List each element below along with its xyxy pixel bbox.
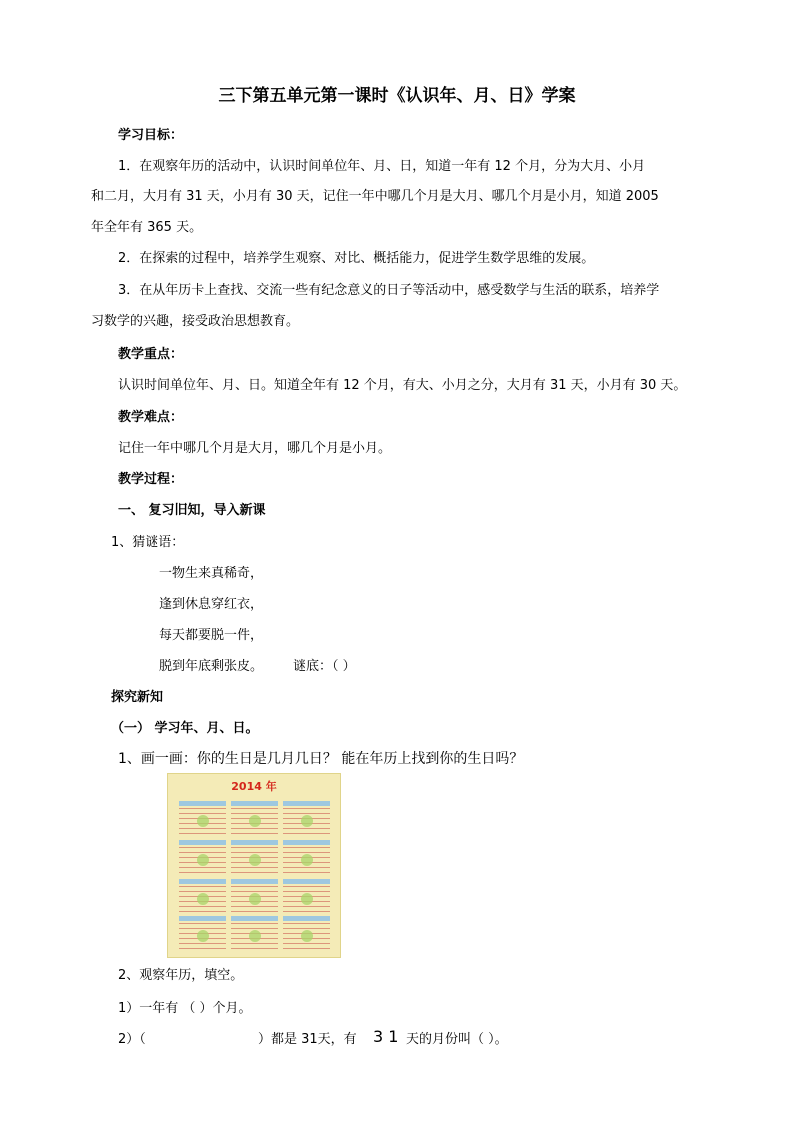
calendar-month-block xyxy=(283,916,330,950)
riddle-answer: 谜底：（ ） xyxy=(293,659,356,674)
calendar-month-numeral-mark xyxy=(197,815,209,827)
calendar-month-block xyxy=(283,879,330,913)
calendar-month-numeral-mark xyxy=(249,854,261,866)
question-1: 1）一年有 （ ）个月。 xyxy=(118,1001,252,1016)
section-1-heading: 一、 复习旧知，导入新课 xyxy=(118,503,266,518)
process-heading: 教学过程： xyxy=(118,472,184,487)
question-2-middle: ）都是 31天，有 xyxy=(258,1032,357,1047)
riddle-label: 1、猜谜语： xyxy=(111,535,185,550)
riddle-line-4: 脱到年底剩张皮。 xyxy=(159,659,264,674)
key-points-heading: 教学重点： xyxy=(118,347,184,362)
explore-heading: 探究新知 xyxy=(111,690,164,705)
page-title: 三下第五单元第一课时《认识年、月、日》学案 xyxy=(218,86,576,106)
calendar-month-block xyxy=(283,840,330,874)
calendar-month-block xyxy=(179,916,226,950)
riddle-line-3: 每天都要脱一件， xyxy=(159,628,264,643)
calendar-month-block xyxy=(231,840,278,874)
calendar-month-block xyxy=(231,879,278,913)
calendar-month-header xyxy=(231,879,278,884)
calendar-month-numeral-mark xyxy=(249,930,261,942)
calendar-month-block xyxy=(179,801,226,835)
calendar-month-header xyxy=(283,916,330,921)
difficulty-text: 记住一年中哪几个月是大月，哪几个月是小月。 xyxy=(118,441,392,456)
calendar-title: 2014 年 xyxy=(231,780,277,793)
calendar-month-numeral-mark xyxy=(301,815,313,827)
objectives-heading: 学习目标： xyxy=(118,128,184,143)
calendar-month-block xyxy=(231,916,278,950)
calendar-month-header xyxy=(179,840,226,845)
calendar-month-numeral-mark xyxy=(301,854,313,866)
calendar-month-numeral-mark xyxy=(249,893,261,905)
riddle-line-1: 一物生来真稀奇， xyxy=(159,566,264,581)
objective-2: 2．在探索的过程中，培养学生观察、对比、概括能力，促进学生数学思维的发展。 xyxy=(118,251,595,266)
objective-3-line-2: 习数学的兴趣，接受政治思想教育。 xyxy=(91,314,300,329)
calendar-month-header xyxy=(283,840,330,845)
objective-1-line-1: 1．在观察年历的活动中，认识时间单位年、月、日，知道一年有 12 个月，分为大月、小月 xyxy=(118,159,646,174)
calendar-month-block xyxy=(179,840,226,874)
riddle-line-2: 逢到休息穿红衣， xyxy=(159,597,264,612)
objective-1-line-2: 和二月，大月有 31 天，小月有 30 天，记住一年中哪几个月是大月、哪几个月是小月，知道 2005 xyxy=(91,189,659,204)
objective-3-line-1: 3．在从年历卡上查找、交流一些有纪念意义的日子等活动中，感受数学与生活的联系，培养学 xyxy=(118,283,660,298)
task-2: 2、观察年历，填空。 xyxy=(118,968,244,983)
calendar-month-numeral-mark xyxy=(197,893,209,905)
objective-1-line-3: 年全年有 365 天。 xyxy=(91,220,203,235)
calendar-month-block xyxy=(179,879,226,913)
calendar-month-header xyxy=(179,801,226,806)
question-2-start: 2）（ xyxy=(118,1032,146,1047)
calendar-month-header xyxy=(283,879,330,884)
calendar-month-numeral-mark xyxy=(197,930,209,942)
calendar-month-header xyxy=(231,916,278,921)
difficulty-heading: 教学难点： xyxy=(118,410,184,425)
calendar-month-header xyxy=(231,801,278,806)
part-1-heading: （一） 学习年、月、日。 xyxy=(111,721,259,736)
question-2-number: 3 1 xyxy=(373,1027,399,1046)
calendar-month-header xyxy=(231,840,278,845)
calendar-month-header xyxy=(179,916,226,921)
calendar-month-block xyxy=(231,801,278,835)
question-2-end: 天的月份叫（ ）。 xyxy=(406,1032,508,1047)
calendar-month-header xyxy=(283,801,330,806)
calendar-month-header xyxy=(179,879,226,884)
calendar-month-numeral-mark xyxy=(301,893,313,905)
key-points-text: 认识时间单位年、月、日。知道全年有 12 个月，有大、小月之分，大月有 31 天，小月有 30 天。 xyxy=(118,378,687,393)
calendar-month-numeral-mark xyxy=(301,930,313,942)
calendar-month-block xyxy=(283,801,330,835)
calendar-month-numeral-mark xyxy=(249,815,261,827)
calendar-2014-image xyxy=(167,773,341,958)
task-1: 1、画一画：你的生日是几月几日？ 能在年历上找到你的生日吗？ xyxy=(118,751,524,767)
calendar-month-numeral-mark xyxy=(197,854,209,866)
